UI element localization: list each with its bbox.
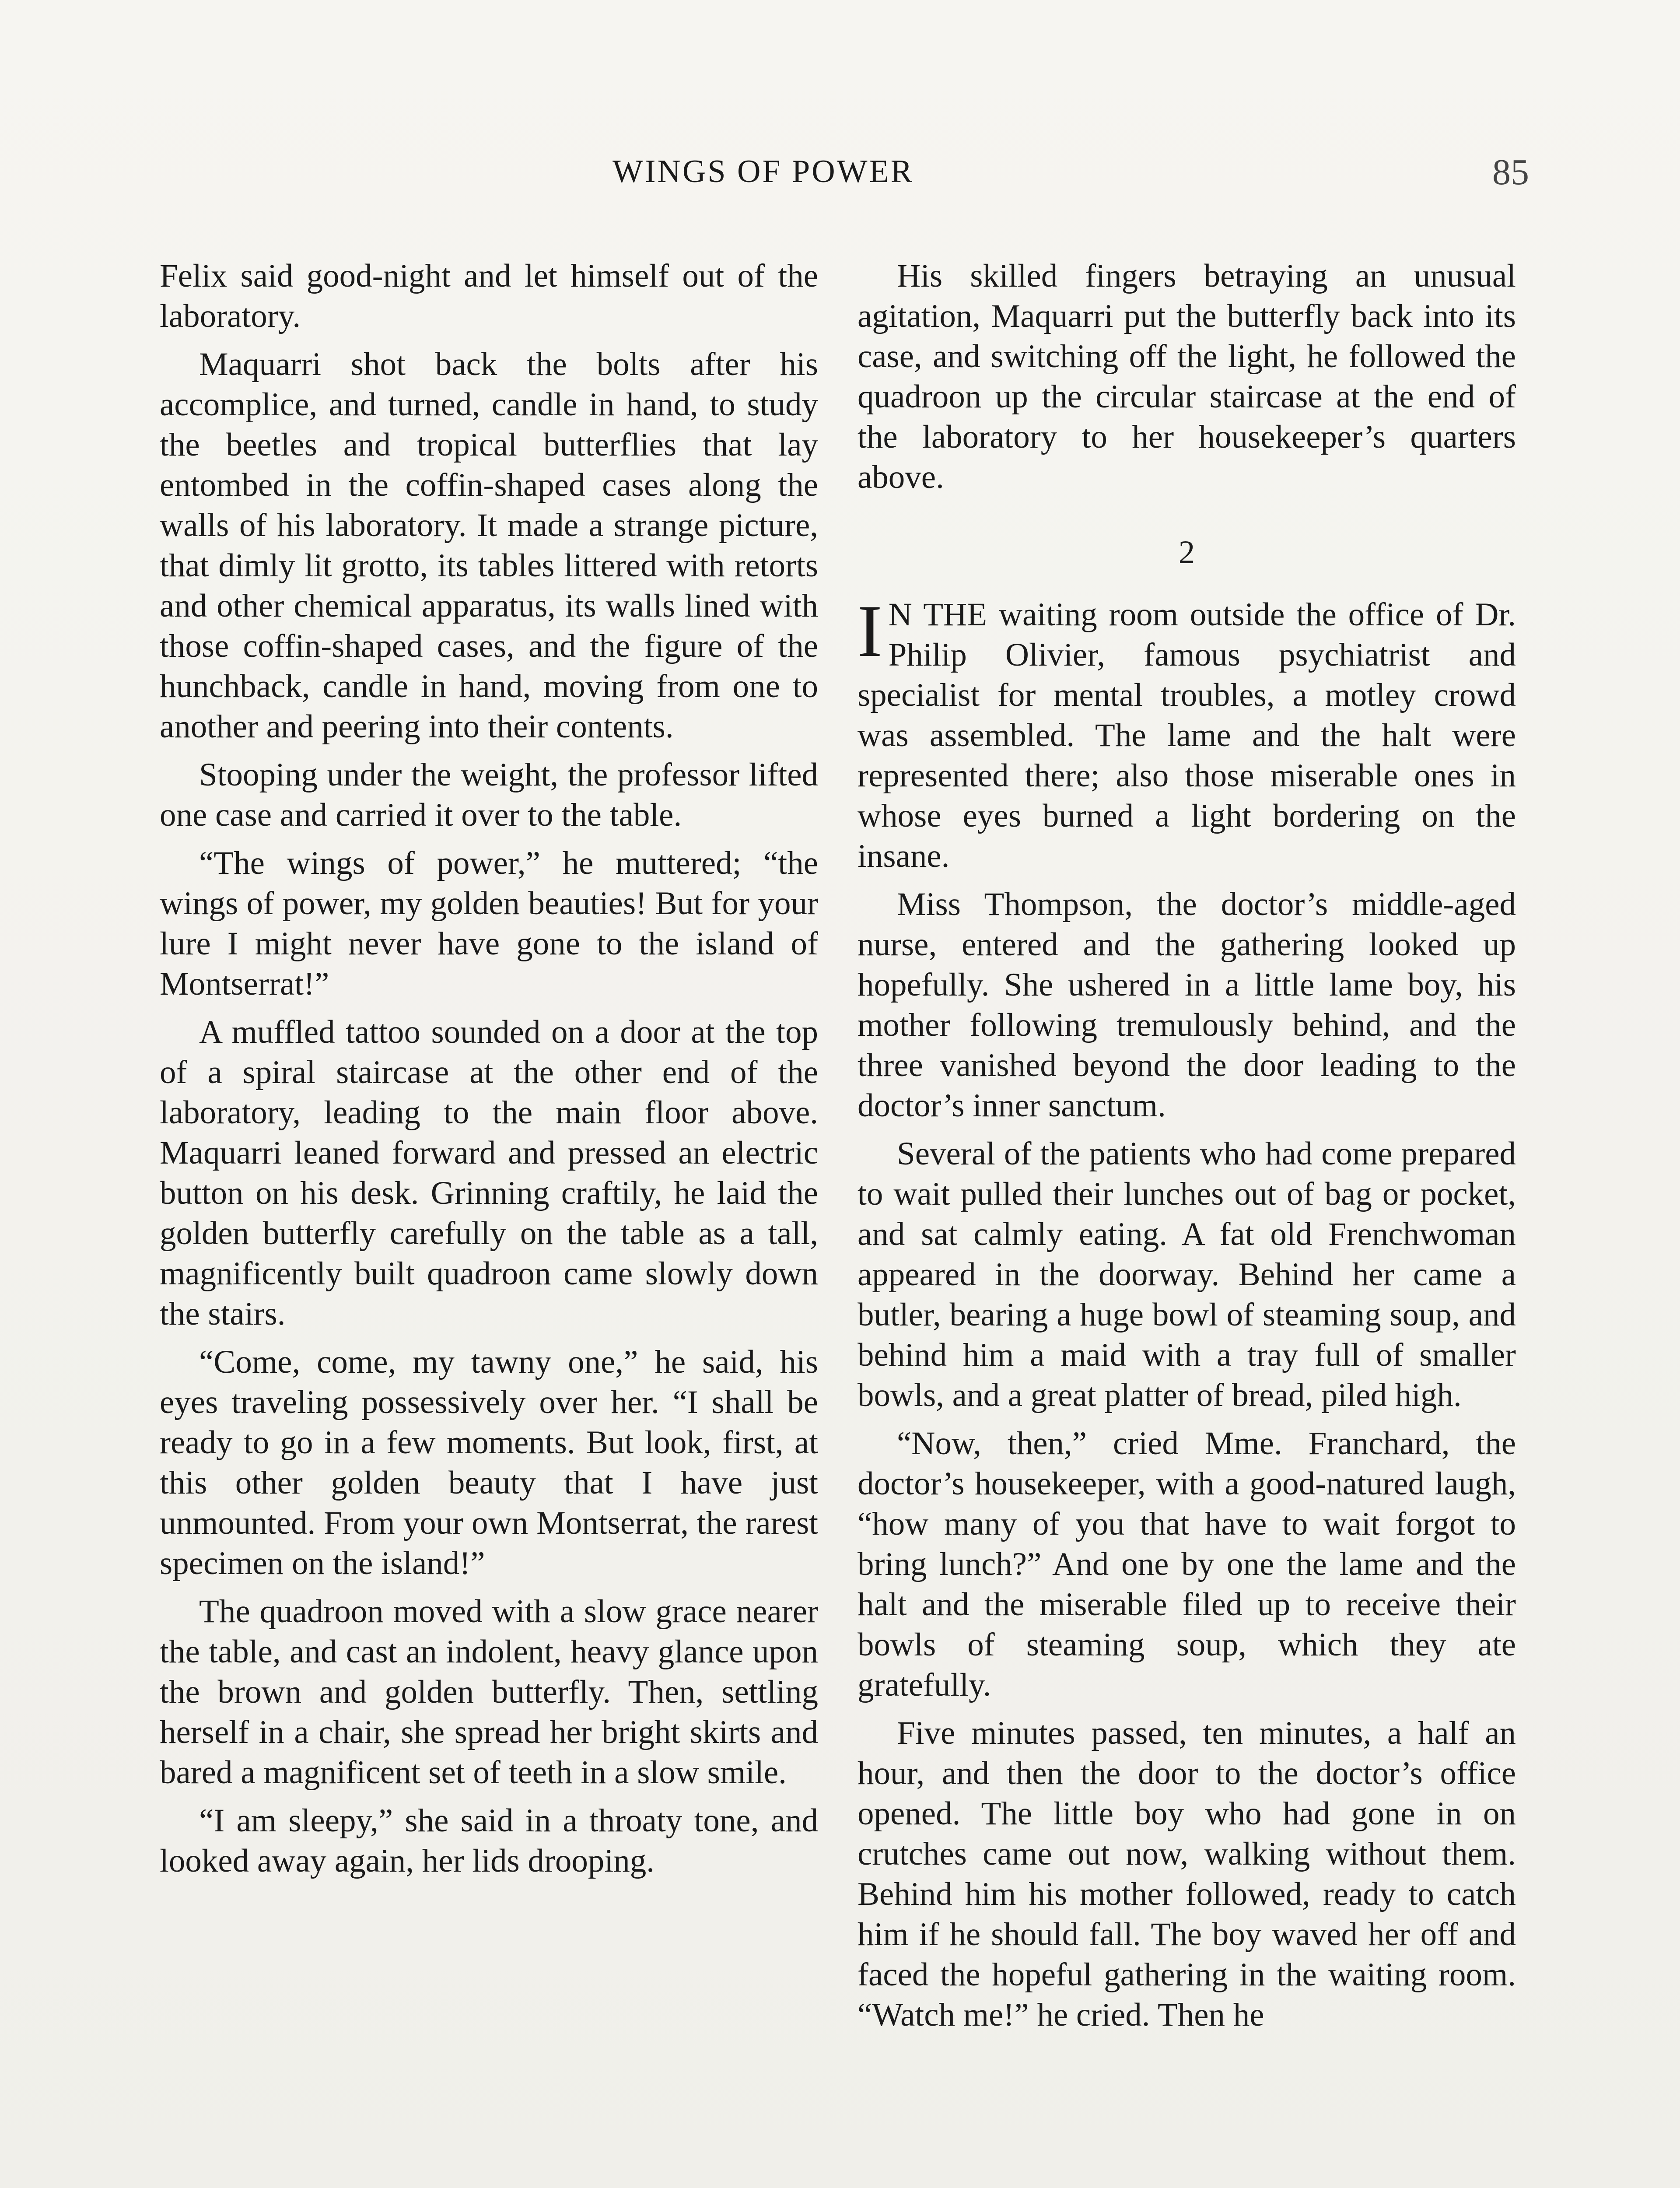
paragraph: “Come, come, my tawny one,” he said, his eyes traveling possessively over her. “I shall be ready to go in a few moments. But look, first, at this other golden beauty that I have just unmounted. From your own Montserrat, the rarest specimen on the island!”: [160, 1344, 818, 1581]
dropcap-paragraph: [858, 590, 1516, 877]
paragraph: “Now, then,” cried Mme. Franchard, the doctor’s housekeeper, with a good-natured laugh, “how many of you that have to wait forgot to bring lunch?” And one by one the lame and the halt and the miserable filed up to receive their bowls of steaming soup, which they ate gratefully.: [858, 1425, 1516, 1703]
paragraph: Stooping under the weight, the professor lifted one case and carried it over to the table.: [160, 757, 818, 833]
paragraph: His skilled fingers betraying an unusual agitation, Maquarri put the butterfly back into its case, and switching off the light, he followed the quadroon up the circular staircase at the end of the laboratory to her housekeeper’s quarters above.: [858, 258, 1516, 495]
dropcap-paragraph-text: N THE waiting room outside the office of Dr. Philip Olivier, famous psychiatrist and specialist for mental troubles, a motley crowd was assembled. The lame and the halt were represented there; also those miserable ones in whose eyes burned a light bordering on the insane.: [858, 596, 1516, 874]
paragraph: “The wings of power,” he muttered; “the wings of power, my golden beauties! But for your lure I might never have gone to the island of Montserrat!”: [160, 845, 818, 1002]
paragraph: Felix said good-night and let himself out of the laboratory.: [160, 258, 818, 334]
paragraph: Miss Thompson, the doctor’s middle-aged nurse, entered and the gathering looked up hopefully. She ushered in a little lame boy, his mother following tremulously behind, and the three vanished beyond the door leading to the doctor’s inner sanctum.: [858, 886, 1516, 1124]
paragraph: Several of the patients who had come prepared to wait pulled their lunches out of bag or pocket, and sat calmly eating. A fat old Frenchwoman appeared in the doorway. Behind her came a butler, bearing a huge bowl of steaming soup, and behind him a maid with a tray full of smaller bowls, and a great platter of bread, piled high.: [858, 1136, 1516, 1413]
running-title: WINGS OF POWER: [612, 154, 914, 189]
paragraph: Maquarri shot back the bolts after his accomplice, and turned, candle in hand, to study the beetles and tropical butterflies that lay entombed in the coffin-shaped cases along the walls of his laboratory. It made a strange picture, that dimly lit grotto, its tables littered with retorts and other chemical apparatus, its walls lined with those coffin-shaped cases, and the figure of the hunchback, candle in hand, moving from one to another and peering into their contents.: [160, 346, 818, 745]
paragraph: “I am sleepy,” she said in a throaty tone, and looked away again, her lids drooping.: [160, 1802, 818, 1879]
page-number: 85: [1492, 152, 1529, 193]
paragraph: Five minutes passed, ten minutes, a half an hour, and then the door to the doctor’s office opened. The little boy who had gone in on crutches came out now, walking without them. Behind him his mother followed, ready to catch him if he should fall. The boy waved her off and faced the hopeful gathering in the waiting room. “Watch me!” he cried. Then he: [858, 1715, 1516, 2033]
paragraph: A muffled tattoo sounded on a door at the top of a spiral staircase at the other end of the laboratory, leading to the main floor above. Maquarri leaned forward and pressed an electric button on his desk. Grinning craftily, he laid the golden butterfly carefully on the table as a tall, magnificently built quadroon came slowly down the stairs.: [160, 1014, 818, 1332]
right-text-column: [858, 256, 1516, 2043]
paragraph: The quadroon moved with a slow grace nearer the table, and cast an indolent, heavy glance upon the brown and golden butterfly. Then, settling herself in a chair, she spread her bright skirts and bared a magnificent set of teeth in a slow smile.: [160, 1593, 818, 1791]
drop-cap: I: [858, 590, 882, 672]
left-text-column: [160, 256, 818, 1889]
section-number: 2: [1178, 534, 1195, 571]
